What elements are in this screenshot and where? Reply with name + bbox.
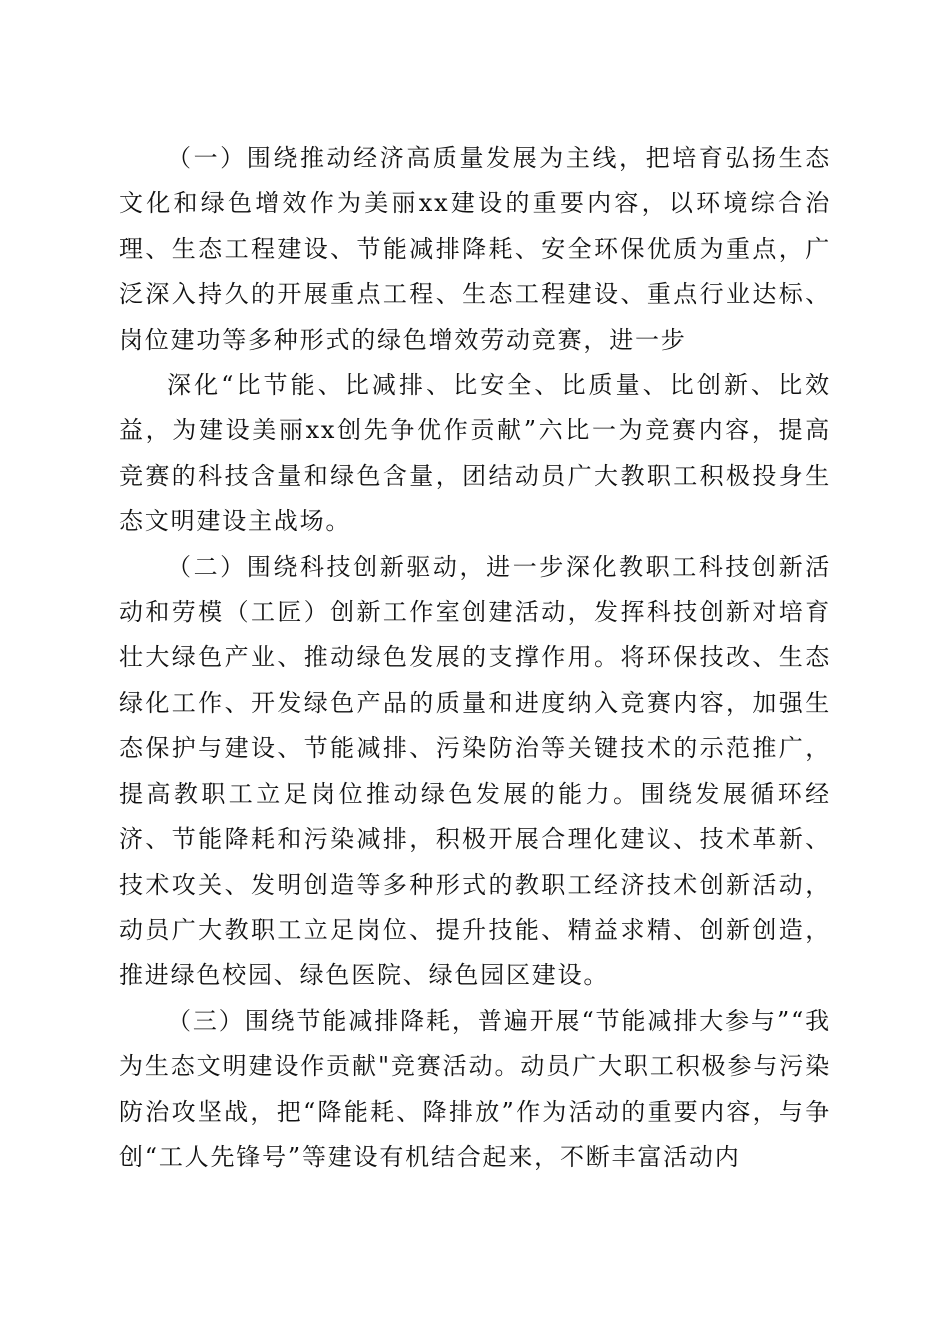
- paragraph-4: （三）围绕节能减排降耗，普遍开展“节能减排大参与”“我为生态文明建设作贡献"竞赛活动。动员广大职工积极参与污染防治攻坚战，把“降能耗、降排放”作为活动的重要内容，与争创“工人先锋号”等建设有机结合起来，不断丰富活动内: [119, 1006, 831, 1171]
- paragraph-1: （一）围绕推动经济高质量发展为主线，把培育弘扬生态文化和绿色增效作为美丽xx建设的重要内容，以环境综合治理、生态工程建设、节能减排降耗、安全环保优质为重点，广泛深入持久的开展重点工程、生态工程建设、重点行业达标、岗位建功等多种形式的绿色增效劳动竞赛，进一步: [119, 144, 831, 354]
- paragraph-3: （二）围绕科技创新驱动，进一步深化教职工科技创新活动和劳模（工匠）创新工作室创建活动，发挥科技创新对培育壮大绿色产业、推动绿色发展的支撑作用。将环保技改、生态绿化工作、开发绿色产品的质量和进度纳入竞赛内容，加强生态保护与建设、节能减排、污染防治等关键技术的示范推广，提高教职工立足岗位推动绿色发展的能力。围绕发展循环经济、节能降耗和污染减排，积极开展合理化建议、技术革新、技术攻关、发明创造等多种形式的教职工经济技术创新活动，动员广大教职工立足岗位、提升技能、精益求精、创新创造，推进绿色校园、绿色医院、绿色园区建设。: [119, 552, 831, 990]
- document-body: [119, 136, 831, 1180]
- paragraph-2: 深化“比节能、比减排、比安全、比质量、比创新、比效益，为建设美丽xx创先争优作贡献”六比一为竞赛内容，提高竞赛的科技含量和绿色含量，团结动员广大教职工积极投身生态文明建设主战场。: [119, 371, 831, 536]
